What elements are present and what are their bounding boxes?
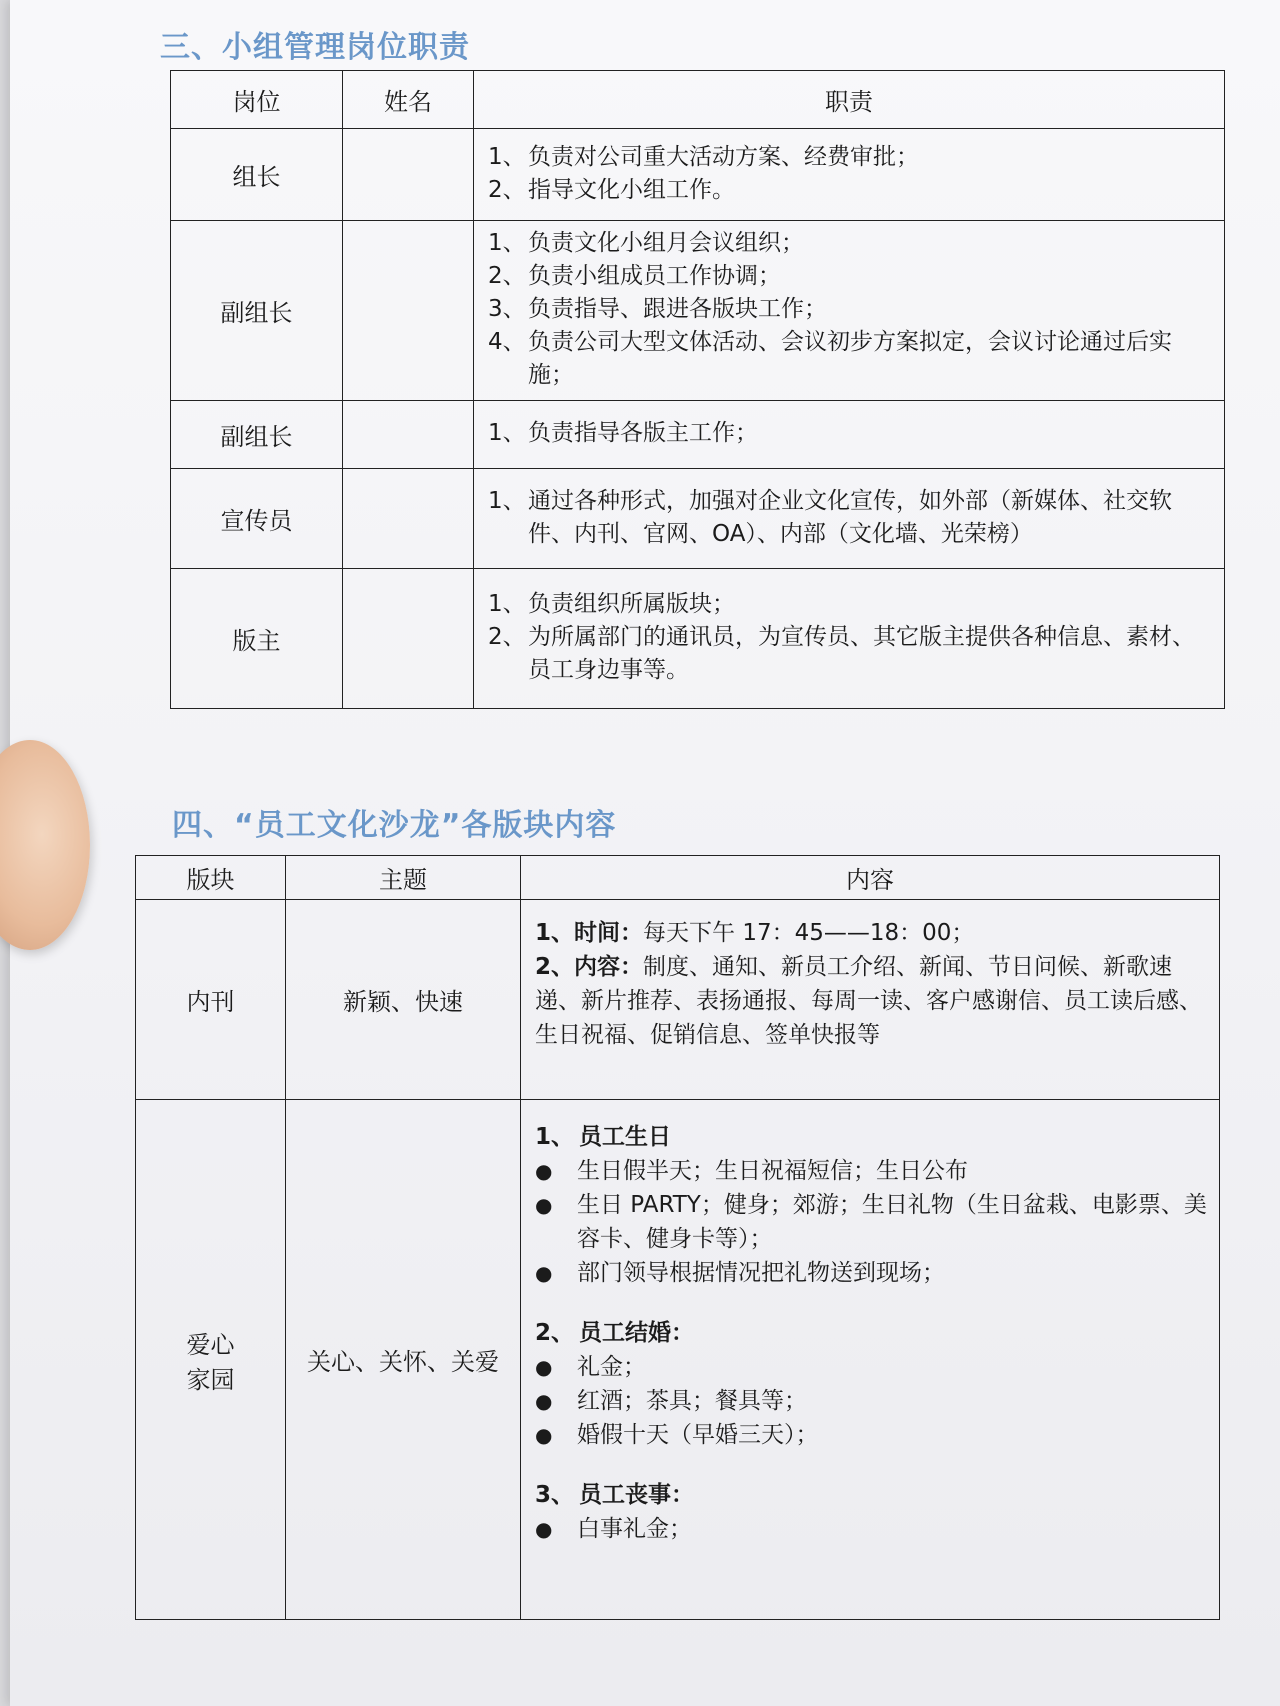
table-row (171, 221, 1225, 401)
theme-cell: 关心、关怀、关爱 (286, 1100, 521, 1620)
bullet-icon: ● (535, 1355, 553, 1379)
list-item: ● 婚假十天（早婚三天）； (535, 1418, 1209, 1452)
role-cell: 副组长 (171, 401, 343, 469)
list-item: ● 礼金； (535, 1350, 1209, 1384)
group-heading: 2、 员工结婚： (535, 1320, 694, 1346)
duty-item: 1、 负责对公司重大活动方案、经费审批； (488, 143, 919, 170)
list-item: ● 生日假半天；生日祝福短信；生日公布 (535, 1154, 1209, 1188)
list-item: ● 部门领导根据情况把礼物送到现场； (535, 1256, 1209, 1290)
header-role: 岗位 (171, 71, 343, 129)
content-cell (521, 900, 1220, 1100)
name-cell (343, 221, 474, 401)
duty-cell (474, 129, 1225, 221)
content-line: 2、内容：制度、通知、新员工介绍、新闻、节日问候、新歌速递、新片推荐、表扬通报、每周一读、客户感谢信、员工读后感、生日祝福、促销信息、签单快报等 (535, 954, 1202, 1048)
duty-item: 1、 负责指导各版主工作； (488, 420, 758, 446)
bullet-icon: ● (535, 1517, 553, 1541)
role-cell: 宣传员 (171, 469, 343, 569)
duty-item: 1、 通过各种形式，加强对企业文化宣传，如外部（新媒体、社交软件、内刊、官网、OA）、内部（文化墙、光荣榜） (488, 487, 1172, 547)
section-4-title: 四、“员工文化沙龙”各版块内容 (172, 808, 617, 843)
finger-thumb (0, 740, 90, 950)
duty-item: 4、 负责公司大型文体活动、会议初步方案拟定，会议讨论通过后实施； (488, 329, 1172, 388)
table-row (171, 401, 1225, 469)
content-cell (521, 1100, 1220, 1620)
header-content: 内容 (521, 856, 1220, 900)
duty-item: 1、 负责组织所属版块； (488, 591, 735, 617)
content-line: 1、时间：每天下午 17：45——18：00； (535, 920, 975, 946)
name-cell (343, 569, 474, 709)
list-item: ● 红酒；茶具；餐具等； (535, 1384, 1209, 1418)
duties-table (170, 70, 1225, 709)
duty-cell (474, 401, 1225, 469)
name-cell (343, 401, 474, 469)
bullet-icon: ● (535, 1261, 553, 1285)
table-row (171, 129, 1225, 221)
duty-cell (474, 469, 1225, 569)
bullet-icon: ● (535, 1423, 553, 1447)
group-heading: 1、 员工生日 (535, 1124, 671, 1150)
header-name: 姓名 (343, 71, 474, 129)
table-row (171, 469, 1225, 569)
block-cell: 爱心 家园 (136, 1100, 286, 1620)
duty-cell (474, 221, 1225, 401)
bullet-icon: ● (535, 1389, 553, 1413)
salon-header-row (136, 856, 1220, 900)
header-block: 版块 (136, 856, 286, 900)
role-cell: 版主 (171, 569, 343, 709)
role-cell: 副组长 (171, 221, 343, 401)
section-3-title: 三、小组管理岗位职责 (160, 30, 470, 65)
table-row (171, 569, 1225, 709)
table-row (136, 1100, 1220, 1620)
role-cell: 组长 (171, 129, 343, 221)
duties-header-row (171, 71, 1225, 129)
duty-item: 3、 负责指导、跟进各版块工作； (488, 296, 827, 322)
header-duties: 职责 (474, 71, 1225, 129)
list-item: ● 生日 PARTY；健身；郊游；生日礼物（生日盆栽、电影票、美容卡、健身卡等）； (535, 1188, 1209, 1256)
theme-cell: 新颖、快速 (286, 900, 521, 1100)
duty-item: 2、 负责小组成员工作协调； (488, 263, 781, 289)
name-cell (343, 129, 474, 221)
duty-item: 1、 负责文化小组月会议组织； (488, 230, 804, 256)
salon-table (135, 855, 1220, 1620)
list-item: ● 白事礼金； (535, 1512, 1209, 1546)
table-row (136, 900, 1220, 1100)
document-page (10, 0, 1280, 1706)
name-cell (343, 469, 474, 569)
group-heading: 3、 员工丧事： (535, 1482, 694, 1508)
bullet-icon: ● (535, 1159, 553, 1183)
block-cell: 内刊 (136, 900, 286, 1100)
header-theme: 主题 (286, 856, 521, 900)
duty-cell (474, 569, 1225, 709)
duty-item: 2、 指导文化小组工作。 (488, 176, 735, 203)
bullet-icon: ● (535, 1193, 553, 1217)
duty-item: 2、 为所属部门的通讯员，为宣传员、其它版主提供各种信息、素材、员工身边事等。 (488, 624, 1195, 683)
